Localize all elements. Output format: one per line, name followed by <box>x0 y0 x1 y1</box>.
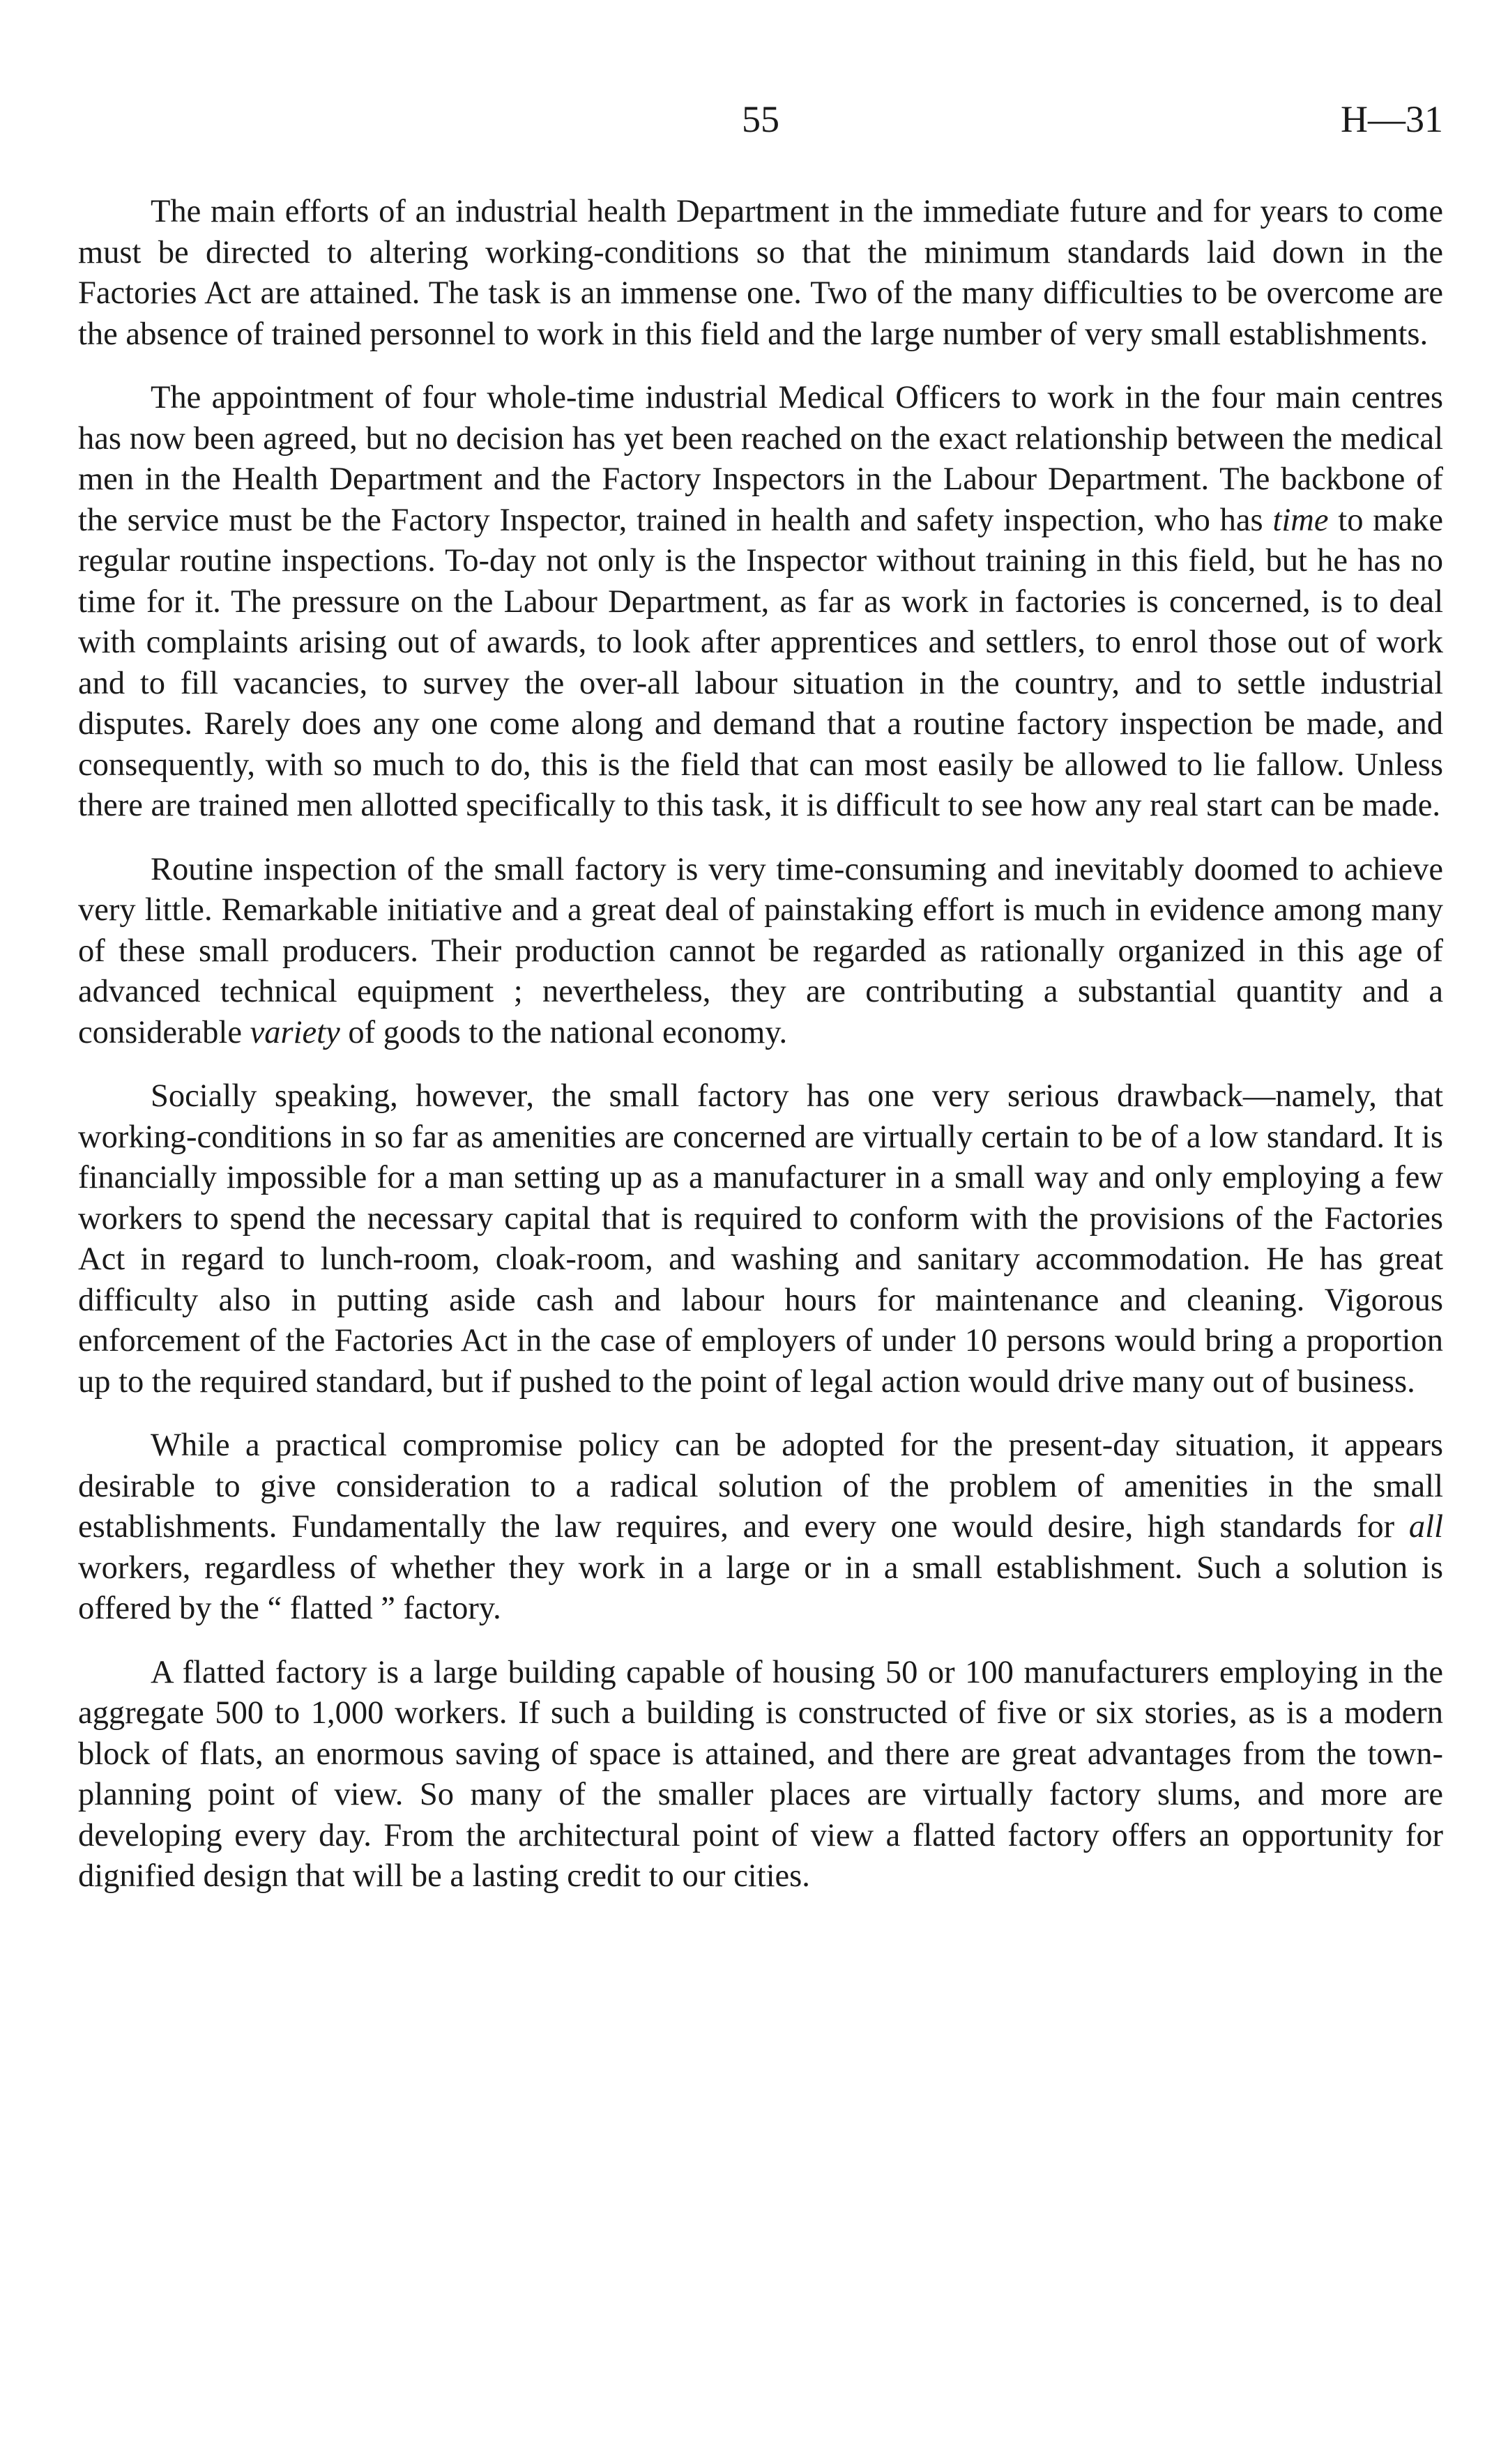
emphasis-word: all <box>1408 1509 1443 1545</box>
paragraph-routine-inspection <box>78 850 1443 1054</box>
paragraph-text: Socially speaking, however, the small factory has one very serious drawback—namely, that working-conditions in so far as amenities are concerned are virtually certain to be of a low standard. It is financially impossible for a man setting up as a manufacturer in a small way and only employing a few workers to spend the necessary capital that is required to conform with the provisions of the Factories Act in regard to lunch-room, cloak-room, and washing and sanitary accommodation. He has great difficulty also in putting aside cash and labour hours for maintenance and cleaning. Vigorous enforcement of the Factories Act in the case of employers of under 10 persons would bring a proportion up to the required standard, but if pushed to the point of legal action would drive many out of business. <box>78 1078 1443 1400</box>
paragraph-compromise-policy <box>78 1425 1443 1630</box>
paragraph-text: workers, regardless of whether they work in a large or in a small establishment. Such a solution is offered by the “ flatted ” factory. <box>78 1549 1443 1626</box>
paragraph-text: of goods to the national economy. <box>340 1014 788 1050</box>
body-text <box>78 192 1443 1920</box>
report-code: H—31 <box>1341 98 1443 140</box>
paragraph-text: The appointment of four whole-time industrial Medical Officers to work in the four main centres has now been agreed, but no decision has yet been reached on the exact relationship between the medical men in the Health Department and the Factory Inspectors in the Labour Department. The backbone of the service must be the Factory Inspector, trained in health and safety inspection, who has <box>78 380 1443 538</box>
paragraph-flatted-factory <box>78 1653 1443 1897</box>
paragraph-text: to make regular routine inspections. To-day not only is the Inspector without training in this field, but he has no time for it. The pressure on the Labour Department, as far as work in factories is concerned, is to deal with complaints arising out of awards, to look after apprentices and settlers, to enrol those out of work and to fill vacancies, to survey the over-all labour situation in the country, and to settle industrial disputes. Rarely does any one come along and demand that a routine factory inspection be made, and consequently, with so much to do, this is the field that can most easily be allowed to lie fallow. Unless there are trained men allotted specifically to this task, it is difficult to see how any real start can be made. <box>78 502 1443 823</box>
page-number: 55 <box>742 98 779 140</box>
emphasis-word: time <box>1272 502 1329 538</box>
paragraph-industrial-health <box>78 192 1443 355</box>
paragraph-text: While a practical compromise policy can be adopted for the present-day situation, it appears desirable to give consideration to a radical solution of the problem of amenities in the small establishments. Fundamentally the law requires, and every one would desire, high standards for <box>78 1428 1443 1545</box>
page-header <box>78 98 1443 153</box>
paragraph-small-factory-drawback <box>78 1076 1443 1402</box>
paragraph-text: The main efforts of an industrial health Department in the immediate future and for years to come must be directed to altering working-conditions so that the minimum standards laid down in the Factories Act are attained. The task is an immense one. Two of the many difficulties to be overcome are the absence of trained personnel to work in this field and the large number of very small establishments. <box>78 194 1443 352</box>
paragraph-text: Routine inspection of the small factory is very time-consuming and inevitably doomed to achieve very little. Remarkable initiative and a great deal of painstaking effort is much in evidence among many of these small producers. Their production cannot be regarded as rationally organized in this age of advanced technical equipment ; nevertheless, they are contributing a substantial quantity and a considerable <box>78 851 1443 1050</box>
paragraph-text: A flatted factory is a large building capable of housing 50 or 100 manufacturers employing in the aggregate 500 to 1,000 workers. If such a building is constructed of five or six stories, as is a modern block of flats, an enormous saving of space is attained, and there are great advantages from the town-planning point of view. So many of the smaller places are virtually factory slums, and more are developing every day. From the architectural point of view a flatted factory offers an opportunity for dignified design that will be a lasting credit to our cities. <box>78 1654 1443 1894</box>
paragraph-medical-officers <box>78 378 1443 827</box>
emphasis-word: variety <box>250 1014 340 1050</box>
